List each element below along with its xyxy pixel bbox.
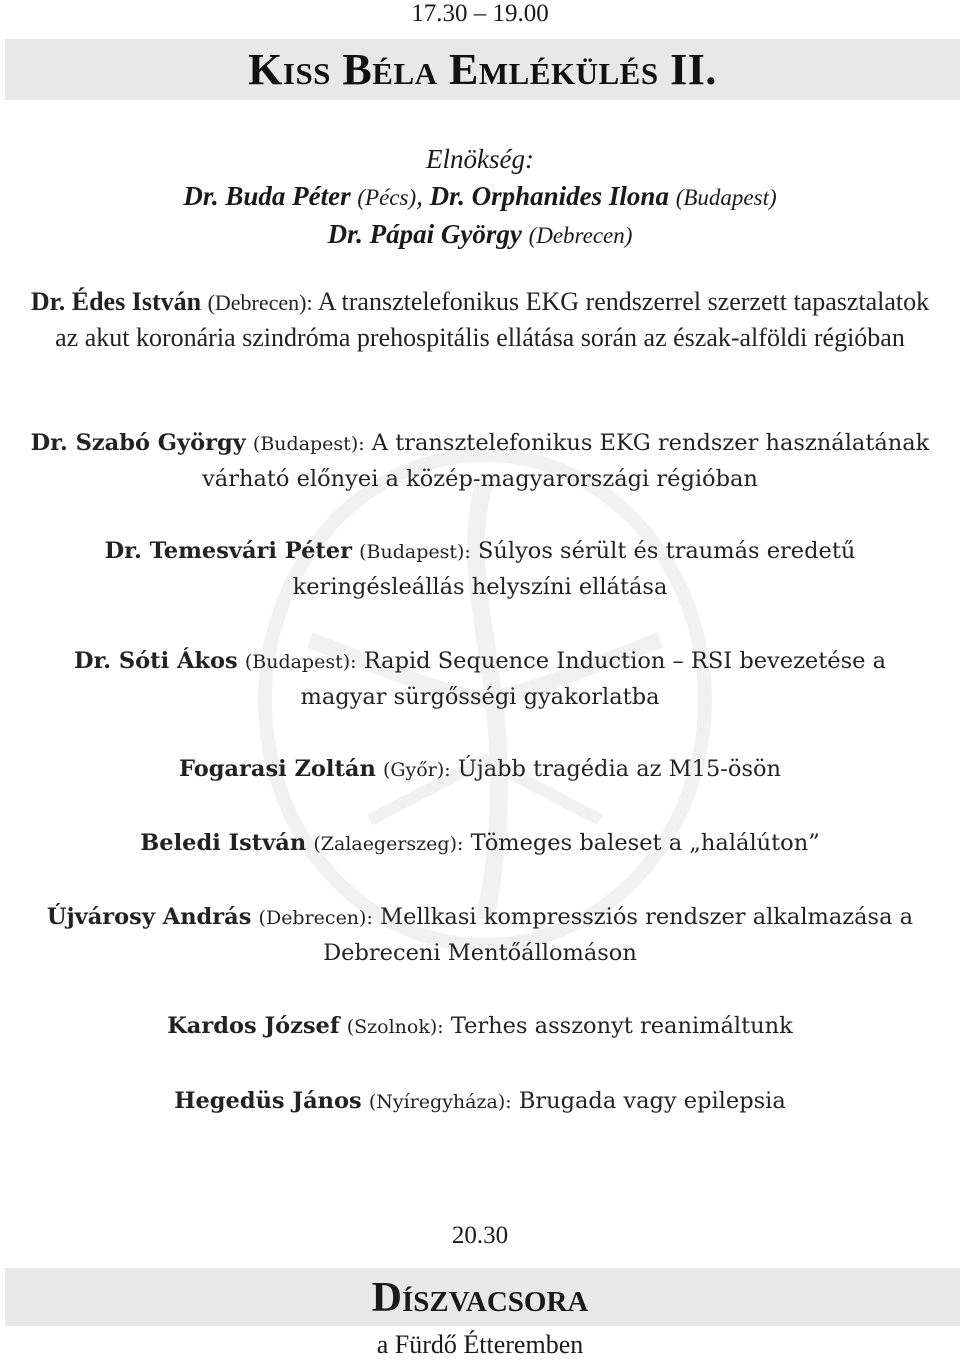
talk-title: A transztelefonikus EKG rendszerrel szerzett tapasztalatok az akut koronária szindróma prehospitális ellátása során az észak-alföldi régióban (55, 287, 930, 352)
talk-city: (Budapest): (244, 651, 357, 673)
chairs-line-1 (0, 178, 960, 216)
chairs-line-2 (0, 216, 960, 254)
talk-item (30, 826, 930, 862)
talk-title: Tömeges baleset a „halálúton” (470, 830, 820, 856)
talk-title: Újabb tragédia az M15-ösön (457, 756, 782, 782)
talk-title: Súlyos sérült és traumás eredetű keringésleállás helyszíni ellátása (292, 538, 856, 600)
talk-speaker: Kardos József (167, 1013, 340, 1039)
talk-title: Mellkasi kompressziós rendszer alkalmazása a Debreceni Mentőállomáson (323, 904, 914, 966)
talk-city: (Győr): (382, 759, 451, 781)
talk-city: (Debrecen): (207, 290, 313, 315)
talk-speaker: Hegedüs János (174, 1088, 362, 1114)
talk-item (30, 752, 930, 788)
dinner-time: 20.30 (451, 1222, 509, 1249)
talk-item (30, 426, 930, 497)
session-title: Kiss Béla Emlékülés II. (248, 45, 717, 94)
talk-item (30, 644, 930, 715)
talk-title: Terhes asszonyt reanimáltunk (450, 1013, 793, 1039)
chairs-block (0, 141, 960, 254)
talk-speaker: Dr. Temesvári Péter (104, 538, 352, 564)
chair-city: (Budapest) (675, 185, 777, 210)
talk-city: (Debrecen): (258, 907, 373, 929)
talk-item (30, 1009, 930, 1045)
talk-speaker: Fogarasi Zoltán (178, 756, 376, 782)
talk-city: (Budapest): (252, 433, 365, 455)
talk-item (30, 1084, 930, 1120)
talk-city: (Szolnok): (346, 1016, 444, 1038)
talk-title: Rapid Sequence Induction – RSI bevezetése a magyar sürgősségi gyakorlatba (300, 648, 887, 710)
chair-city: (Pécs) (357, 185, 417, 210)
talk-speaker: Beledi István (140, 830, 307, 856)
chair-name: Dr. Pápai György (327, 219, 522, 249)
talk-title: A transztelefonikus EKG rendszer használatának várható előnyei a közép-magyarországi régióban (202, 430, 930, 492)
dinner-venue: a Fürdő Étteremben (376, 1330, 584, 1359)
talk-item (30, 284, 930, 355)
chair-separator: , (416, 181, 430, 211)
chair-name: Dr. Orphanides Ilona (429, 181, 669, 211)
session-title-bar (5, 39, 960, 100)
talk-speaker: Dr. Sóti Ákos (73, 648, 238, 674)
talk-title: Brugada vagy epilepsia (518, 1088, 786, 1114)
chairs-label: Elnökség: (426, 144, 534, 174)
talk-item (30, 534, 930, 605)
talk-speaker: Dr. Szabó György (30, 430, 246, 456)
talk-city: (Budapest): (359, 541, 471, 563)
talk-city: (Nyíregyháza): (368, 1091, 512, 1113)
session-time: 17.30 – 19.00 (411, 0, 549, 27)
talk-item (30, 900, 930, 971)
talk-city: (Zalaegerszeg): (313, 833, 464, 855)
dinner-title: Díszvacsora (371, 1275, 589, 1321)
talk-speaker: Újvárosy András (46, 904, 252, 930)
talk-speaker: Dr. Édes István (30, 287, 202, 316)
chair-name: Dr. Buda Péter (183, 181, 351, 211)
chair-city: (Debrecen) (528, 223, 633, 248)
